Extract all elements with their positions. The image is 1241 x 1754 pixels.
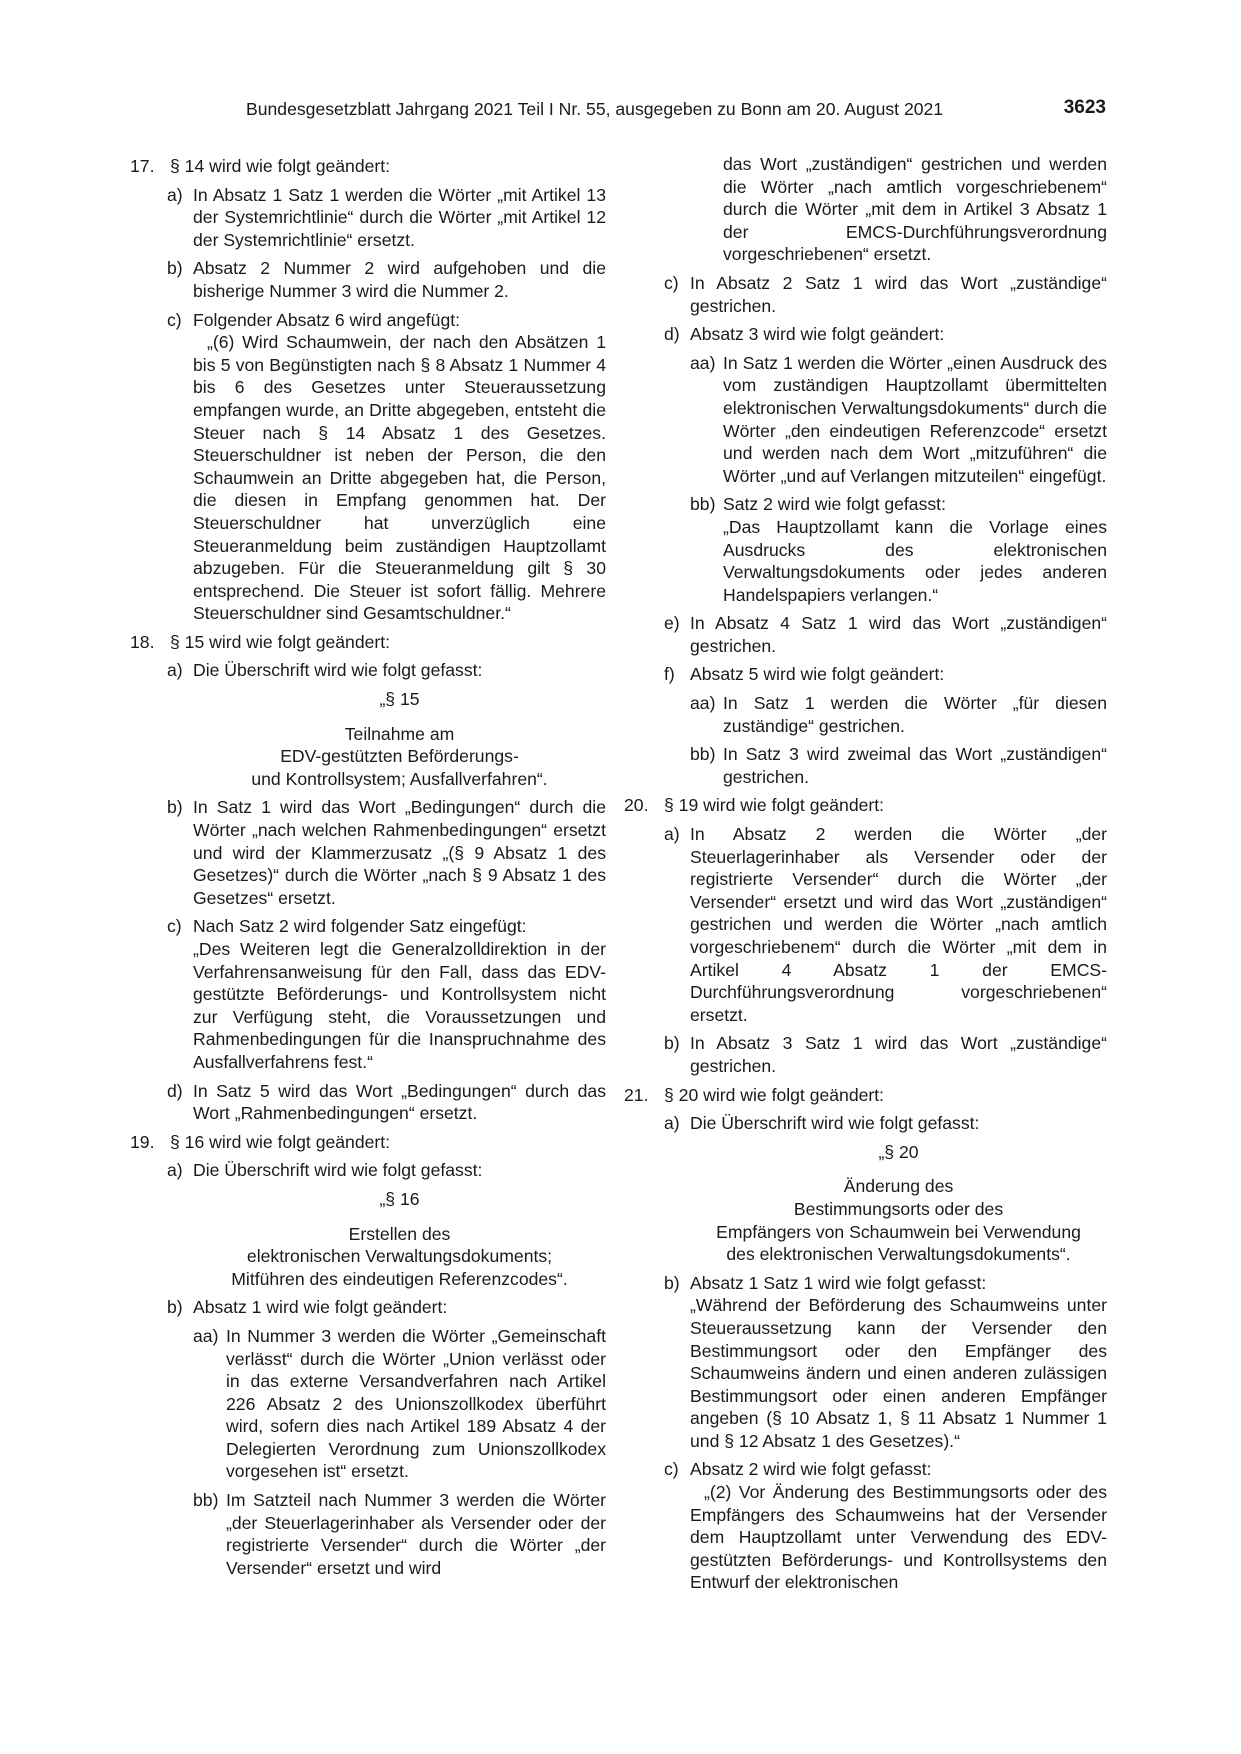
section-title-line: Mitführen des eindeutigen Referenzcodes“. [231,1268,568,1289]
sub-label: bb) [193,1490,219,1511]
letter-label: b) [664,1033,680,1054]
item-20-a [664,823,1107,1026]
letter-label: c) [167,916,182,937]
item-18-b [167,796,606,909]
section-title-line: elektronischen Verwaltungsdokuments; [246,1246,553,1267]
sub-label: aa) [193,1325,219,1346]
letter-label: c) [664,272,679,293]
item-19-b-bb [193,1489,606,1579]
section-title-line: Erstellen des [348,1223,451,1244]
sub-text: In Nummer 3 werden die Wörter „Gemeinschaft verlässt“ durch die Wörter „Union verlässt oder in das externe Versandverfahren nach Artikel 226 Absatz 2 des Unionszollkodex überführt wird, sofern dies nach Artikel 189 Absatz 4 der Delegierten Verordnung zum Unionszollkodex vorgesehen ist“ ersetzt. [226,1325,606,1482]
letter-label: e) [664,613,680,634]
item-21 [624,1084,1107,1107]
item-19-b [167,1296,606,1579]
letter-label: c) [167,309,182,330]
letter-text: In Satz 5 wird das Wort „Bedingungen“ durch das Wort „Rahmenbedingungen“ ersetzt. [193,1080,606,1124]
letter-text: Folgender Absatz 6 wird angefügt: [193,309,461,330]
letter-label: b) [167,1297,183,1318]
letter-text: Die Überschrift wird wie folgt gefasst: [193,660,483,681]
item-21-a [664,1112,1107,1266]
item-20-b [664,1032,1107,1077]
item-number: 19. [130,1131,155,1152]
letter-label: c) [664,1459,679,1480]
letter-text: Nach Satz 2 wird folgender Satz eingefügt: [193,916,527,937]
section-number: „§ 15 [379,689,420,710]
letter-label: f) [664,664,675,685]
quoted-text: „Während der Beförderung des Schaumweins unter Steueraussetzung kann der Versender den Bestimmungsort oder den Empfänger des Schaumweins ändern und einen anderen zulässigen Bestimmungsort oder einen anderen Empfänger angeben (§ 10 Absatz 1, § 11 Absatz 1 Nummer 1 und § 12 Absatz 1 des Gesetzes).“ [690,1295,1107,1451]
letter-text: Absatz 1 wird wie folgt geändert: [193,1297,448,1318]
quoted-text: „Des Weiteren legt die Generalzolldirektion in der Verfahrensanweisung für den Fall, dass das EDV-gestützte Beförderungs- und Kontrollsystem nicht zur Verfügung steht, die Voraussetzungen und Rahmenbedingungen für die Inanspruchnahme des Ausfallverfahrens fest.“ [193,939,606,1072]
item-18 [130,631,606,654]
section-number: „§ 20 [878,1141,919,1162]
sub-label: aa) [690,352,716,373]
section-title-line: Teilnahme am [344,723,455,744]
letter-text: Absatz 2 Nummer 2 wird aufgehoben und die bisherige Nummer 3 wird die Nummer 2. [193,258,606,301]
quoted-text: „Das Hauptzollamt kann die Vorlage eines Ausdrucks des elektronischen Verwaltungsdokuments oder jedes anderen Handelspapiers verlangen.“ [723,516,1107,605]
letter-label: a) [664,1113,680,1134]
item-21-c [664,1458,1107,1594]
left-column [130,155,606,1585]
sub-label: bb) [690,494,716,515]
item-19-c [664,272,1107,317]
sub-text: In Satz 1 werden die Wörter „für diesen zuständige“ gestrichen. [723,693,1107,736]
section-title-line: des elektronischen Verwaltungsdokuments“. [726,1244,1071,1265]
item-heading: § 14 wird wie folgt geändert: [170,156,391,176]
letter-text: Absatz 3 wird wie folgt geändert: [690,324,945,345]
page-number: 3623 [1063,97,1106,118]
sub-label: aa) [690,693,716,714]
letter-text: In Absatz 2 werden die Wörter „der Steuerlagerinhaber als Versender oder der registrierte Versender“ durch die Wörter „der Versender“ ersetzt und wird das Wort „zuständigen“ gestrichen und werden die Wörter „nach amtlich vorgeschriebenem“ durch die Wörter „mit dem in Artikel 4 Absatz 1 der EMCS-Durchführungsverordnung vorgeschriebenen“ ersetzt. [690,824,1107,1025]
section-title-line: EDV-gestützten Beförderungs- [280,746,519,767]
item-19-f-bb [690,743,1107,788]
item-19-d-aa [690,352,1107,488]
letter-text: Absatz 2 wird wie folgt gefasst: [690,1459,932,1480]
item-heading: § 15 wird wie folgt geändert: [170,631,391,652]
section-number: „§ 16 [379,1188,420,1209]
letter-label: b) [167,258,183,279]
letter-label: a) [167,660,183,681]
continued-text [664,153,1107,266]
item-19-f-aa [690,692,1107,737]
section-heading-block [690,1141,1107,1266]
letter-label: b) [167,797,183,818]
letter-label: b) [664,1272,680,1293]
quoted-text: „(2) Vor Änderung des Bestimmungsorts oder des Empfängers des Schaumweins hat der Versender dem Hauptzollamt unter Verwendung des EDV-gestützten Beförderungs- und Kontrollsystems den Entwurf der elektronischen [690,1482,1107,1593]
item-21-b [664,1272,1107,1453]
letter-text: In Absatz 2 Satz 1 wird das Wort „zuständige“ gestrichen. [690,272,1107,316]
item-19-d-bb [690,493,1107,606]
section-title-line: und Kontrollsystem; Ausfallverfahren“. [251,768,548,789]
letter-text: In Satz 1 wird das Wort „Bedingungen“ durch die Wörter „nach welchen Rahmenbedingungen“ ersetzt und wird der Klammerzusatz „(§ 9 Absatz 1 des Gesetzes)“ durch die Wörter „nach § 9 Absatz 1 des Gesetzes“ ersetzt. [193,797,606,908]
letter-label: a) [167,1160,183,1181]
section-heading-block [193,1188,606,1290]
item-number: 21. [624,1084,649,1105]
sub-text: In Satz 1 werden die Wörter „einen Ausdruck des vom zuständigen Hauptzollamt übermittelten elektronischen Verwaltungsdokuments“ durch die Wörter „den eindeutigen Referenzcode“ ersetzt und werden nach dem Wort „mitzuführen“ die Wörter „und auf Verlangen mitzuteilen“ eingefügt. [723,352,1107,486]
item-number: 17. [130,156,155,176]
item-number: 20. [624,795,649,816]
item-19-d [664,323,1107,606]
item-19-a [167,1159,606,1290]
item-19-b-aa [193,1325,606,1483]
letter-text: Die Überschrift wird wie folgt gefasst: [193,1160,483,1181]
section-heading-block [193,688,606,790]
letter-label: d) [664,324,680,345]
item-19 [130,1131,606,1154]
letter-text: In Absatz 1 Satz 1 werden die Wörter „mit Artikel 13 der Systemrichtlinie“ durch die Wörter „mit Artikel 12 der Systemrichtlinie“ ersetzt. [193,184,606,250]
right-column [624,153,1107,1600]
letter-label: a) [664,824,680,845]
item-17-a [167,184,606,252]
item-heading: § 20 wird wie folgt geändert: [664,1084,885,1105]
letter-text: Die Überschrift wird wie folgt gefasst: [690,1113,980,1134]
letter-label: d) [167,1080,183,1101]
item-18-c [167,915,606,1073]
item-heading: § 16 wird wie folgt geändert: [170,1131,391,1152]
letter-text: In Absatz 3 Satz 1 wird das Wort „zuständige“ gestrichen. [690,1033,1107,1076]
quoted-text: „(6) Wird Schaumwein, der nach den Absätzen 1 bis 5 von Begünstigten nach § 8 Absatz 1 Nummer 4 bis 6 des Gesetzes unter Steueraussetzung empfangen wurde, an Dritte abgegeben, entsteht die Steuer nach § 14 Absatz 1 des Gesetzes. Steuerschuldner ist neben der Person, die den Schaumwein an Dritte abgegeben hat, die Person, die diesen in Empfang genommen hat. Der Steuerschuldner hat unverzüglich eine Steueranmeldung beim zuständigen Hauptzollamt abzugeben. Für die Steueranmeldung gilt § 30 entsprechend. Die Steuer ist sofort fällig. Mehrere Steuerschuldner sind Gesamtschuldner.“ [193,332,606,624]
sub-label: bb) [690,744,716,765]
letter-text: Absatz 1 Satz 1 wird wie folgt gefasst: [690,1272,987,1293]
sub-text: In Satz 3 wird zweimal das Wort „zuständigen“ gestrichen. [723,744,1107,787]
item-20 [624,794,1107,817]
sub-text: Satz 2 wird wie folgt gefasst: [723,494,946,515]
item-18-d [167,1080,606,1125]
letter-text: In Absatz 4 Satz 1 wird das Wort „zuständigen“ gestrichen. [690,613,1107,656]
item-17-b [167,257,606,302]
item-18-a [167,659,606,790]
letter-text: Absatz 5 wird wie folgt geändert: [690,664,945,685]
continuation-paragraph: das Wort „zuständigen“ gestrichen und werden die Wörter „nach amtlich vorgeschriebenem“ durch die Wörter „mit dem in Artikel 3 Absatz 1 der EMCS-Durchführungsverordnung vorgeschriebenen“ ersetzt. [723,154,1107,265]
section-title-line: Empfängers von Schaumwein bei Verwendung [716,1221,1081,1242]
item-17-c [167,309,606,625]
sub-text: Im Satzteil nach Nummer 3 werden die Wörter „der Steuerlagerinhaber als Versender oder der registrierte Versender“ durch die Wörter „der Versender“ ersetzt und wird [226,1490,606,1578]
item-19-f [664,663,1107,788]
section-title-line: Bestimmungsorts oder des [793,1198,1004,1219]
section-title-line: Änderung des [843,1176,954,1197]
item-17 [130,155,606,178]
item-heading: § 19 wird wie folgt geändert: [664,795,885,816]
letter-label: a) [167,184,183,205]
item-number: 18. [130,631,155,652]
header-title: Bundesgesetzblatt Jahrgang 2021 Teil I Nr. 55, ausgegeben zu Bonn am 20. August 2021 [246,99,944,119]
item-19-e [664,612,1107,657]
